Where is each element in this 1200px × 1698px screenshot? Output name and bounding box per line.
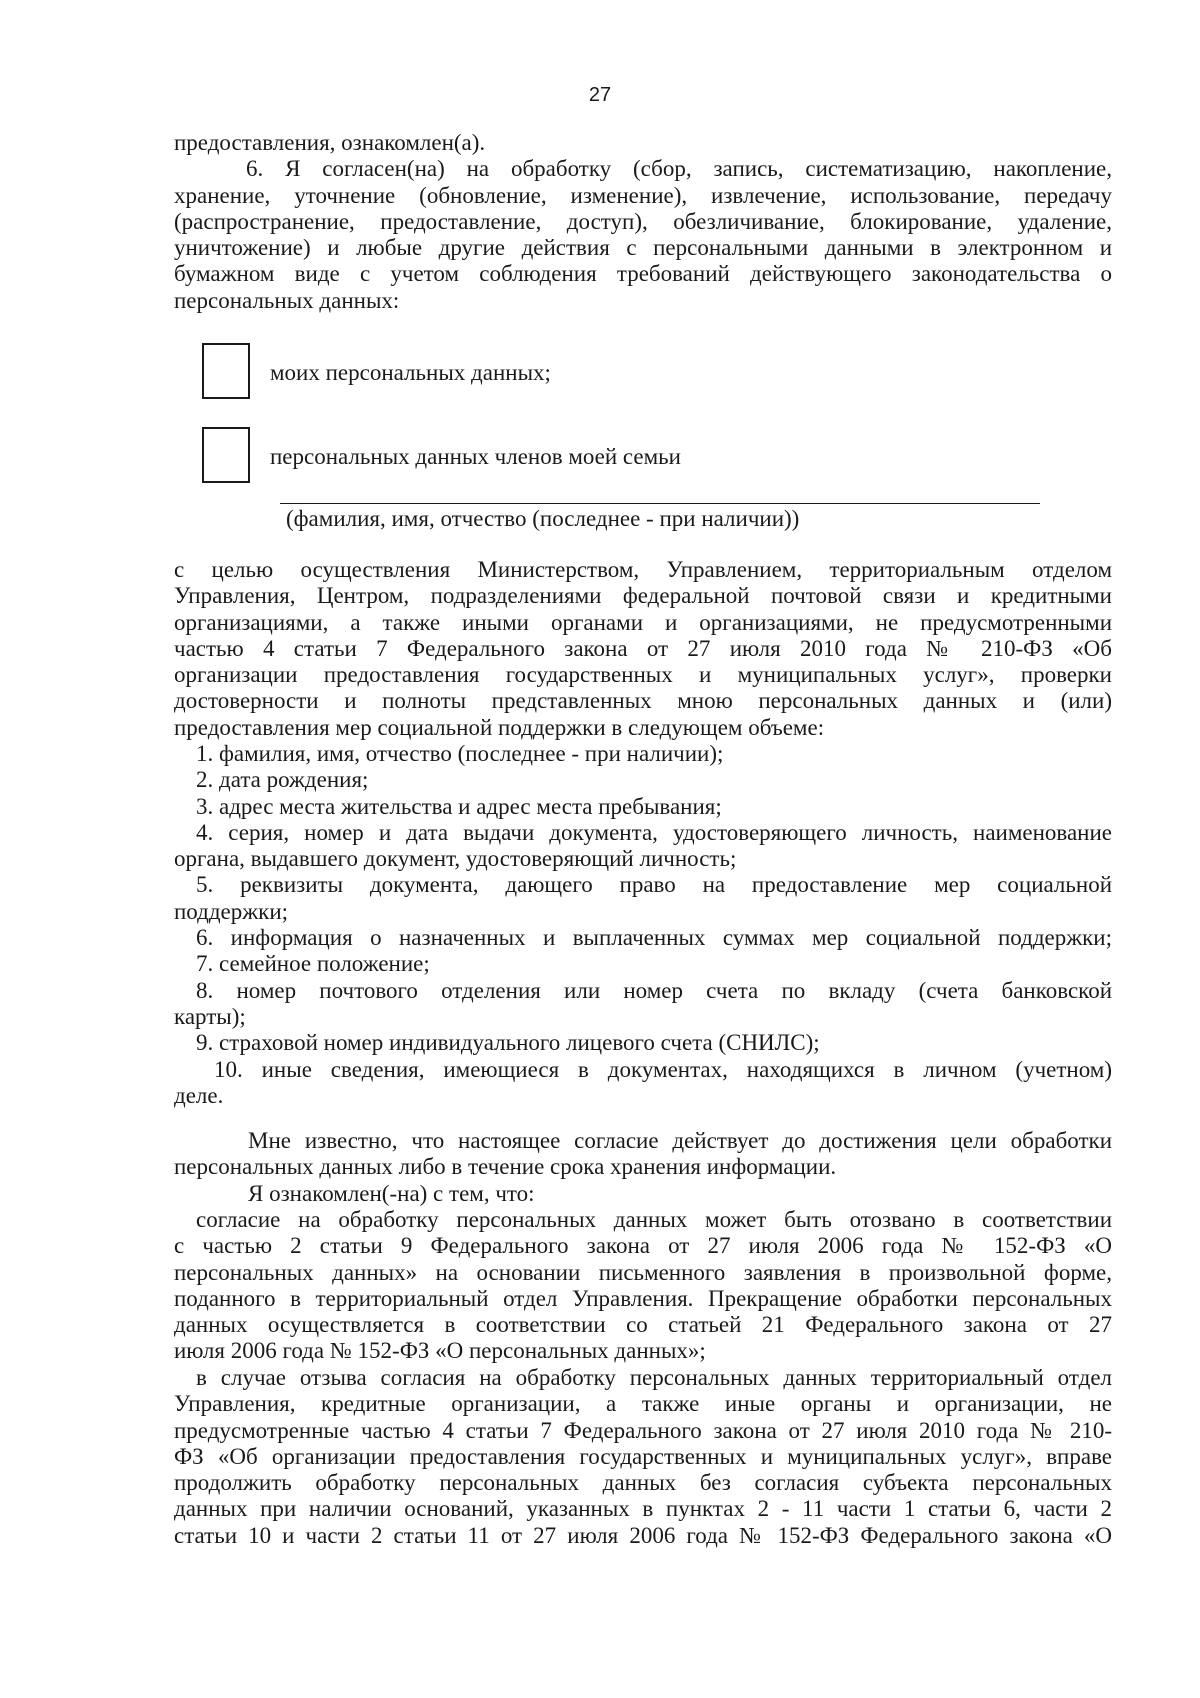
text-line: предоставления мер социальной поддержки в следующем объеме: [174, 714, 825, 740]
list-item: 3. адрес места жительства и адрес места пребывания; [196, 793, 722, 819]
own-data-label: моих персональных данных; [270, 360, 551, 385]
family-data-label: персональных данных членов моей семьи [270, 444, 681, 469]
family-data-checkbox[interactable] [202, 427, 250, 483]
text-line: статьи 10 и части 2 статьи 11 от 27 июля 2006 года № 152-ФЗ Федерального закона «О [174, 1522, 1112, 1548]
text-line: персональных данных либо в течение срока хранения информации. [174, 1154, 837, 1180]
signature-caption: (фамилия, имя, отчество (последнее - при наличии)) [286, 506, 800, 531]
list-item: 2. дата рождения; [196, 767, 369, 793]
page-number: 27 [588, 84, 612, 106]
text-line: персональных данных: [174, 287, 400, 313]
text-line: данных осуществляется в соответствии со статьей 21 Федерального закона от 27 [174, 1312, 1112, 1338]
text-line: предоставления, ознакомлен(а). [174, 130, 486, 155]
text-line: Мне известно, что настоящее согласие действует до достижения цели обработки [248, 1128, 1112, 1153]
text-line: хранение, уточнение (обновление, изменение), извлечение, использование, передачу [174, 182, 1112, 208]
family-name-field[interactable] [280, 503, 1040, 504]
text-line: Управления, кредитные организации, а также иные органы и организации, не [174, 1391, 1112, 1417]
data-items-list [174, 741, 1112, 1109]
list-item: 6. информация о назначенных и выплаченных суммах мер социальной поддержки; [196, 925, 1112, 951]
text-line: ФЗ «Об организации предоставления государственных и муниципальных услуг», вправе [174, 1443, 1112, 1469]
text-line: в случае отзыва согласия на обработку персональных данных территориальный отдел [196, 1365, 1112, 1390]
text-line: частью 4 статьи 7 Федерального закона от 27 июля 2010 года № 210-ФЗ «Об [174, 635, 1112, 661]
text-line: (распространение, предоставление, доступ), обезличивание, блокирование, удаление, [174, 208, 1112, 234]
text-line: достоверности и полноты представленных мною персональных данных и (или) [174, 688, 1112, 714]
text-line: уничтожение) и любые другие действия с персональными данными в электронном и [174, 235, 1112, 261]
validity-paragraph [174, 1128, 1112, 1207]
list-item: 5. реквизиты документа, дающего право на предоставление мер социальной [196, 872, 1112, 898]
text-line: Управления, Центром, подразделениями федеральной почтовой связи и кредитными [174, 583, 1112, 609]
list-item: 8. номер почтового отделения или номер счета по вкладу (счета банковской [196, 977, 1112, 1003]
list-item: 1. фамилия, имя, отчество (последнее - при наличии); [196, 741, 724, 766]
list-item: 9. страховой номер индивидуального лицевого счета (СНИЛС); [196, 1030, 820, 1056]
text-line: согласие на обработку персональных данных может быть отозвано в соответствии [196, 1207, 1112, 1232]
text-line: предусмотренные частью 4 статьи 7 Федерального закона от 27 июля 2010 года № 210- [174, 1417, 1112, 1443]
text-line: 6. Я согласен(на) на обработку (сбор, запись, систематизацию, накопление, [246, 156, 1112, 182]
text-line: бумажном виде с учетом соблюдения требований действующего законодательства о [174, 261, 1112, 287]
list-item: 10. иные сведения, имеющиеся в документах, находящихся в личном (учетном) [214, 1056, 1112, 1082]
purpose-paragraph [174, 557, 1112, 741]
own-data-checkbox[interactable] [202, 343, 250, 399]
acknowledged-line: Я ознакомлен(-на) с тем, что: [248, 1180, 535, 1206]
text-line: персональных данных» на основании письменного заявления в произвольной форме, [174, 1259, 1112, 1285]
text-line: с целью осуществления Министерством, Управлением, территориальным отделом [174, 557, 1112, 582]
text-line: с частью 2 статьи 9 Федерального закона от 27 июля 2006 года № 152-ФЗ «О [174, 1233, 1112, 1259]
continuation-paragraph [174, 1365, 1112, 1549]
text-line: июля 2006 года № 152-ФЗ «О персональных данных»; [174, 1338, 706, 1364]
text-line: продолжить обработку персональных данных без согласия субъекта персональных [174, 1470, 1112, 1496]
list-item: 7. семейное положение; [196, 951, 430, 977]
consent-item-6 [174, 130, 1112, 314]
text-line: организации предоставления государственных и муниципальных услуг», проверки [174, 662, 1112, 688]
list-item: органа, выдавшего документ, удостоверяющий личность; [174, 846, 737, 872]
text-line: данных при наличии оснований, указанных в пунктах 2 - 11 части 1 статьи 6, части 2 [174, 1496, 1112, 1522]
text-line: организациями, а также иными органами и организациями, не предусмотренными [174, 609, 1112, 635]
list-item: поддержки; [174, 898, 289, 924]
revocation-paragraph [174, 1207, 1112, 1365]
list-item: карты); [174, 1003, 246, 1029]
list-item: 4. серия, номер и дата выдачи документа, удостоверяющего личность, наименование [196, 819, 1112, 845]
text-line: поданного в территориальный отдел Управления. Прекращение обработки персональных [174, 1285, 1112, 1311]
list-item: деле. [174, 1082, 224, 1108]
